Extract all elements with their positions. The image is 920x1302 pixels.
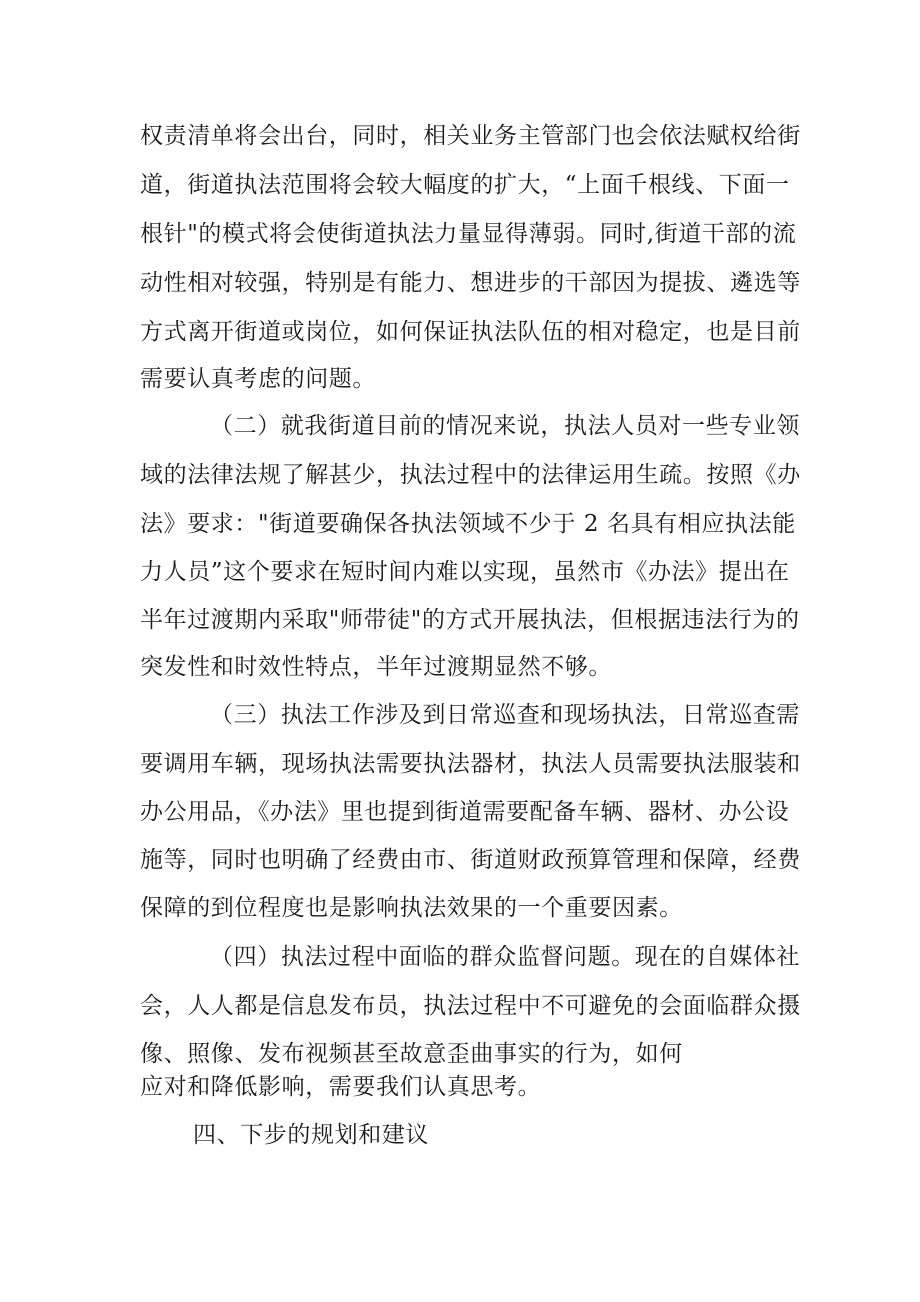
- paragraph-1-line-1: 权责清单将会出台，同时，相关业务主管部门也会依法赋权给街: [140, 123, 801, 149]
- paragraph-4-line-1: （四）执法过程中面临的群众监督问题。现在的自媒体社: [210, 944, 800, 970]
- paragraph-1-line-3: 根针"的模式将会使街道执法力量显得薄弱。同时,街道干部的流: [140, 221, 797, 247]
- paragraph-2-line-3: 法》要求："街道要确保各执法领域不少于 2 名具有相应执法能: [140, 511, 796, 537]
- paragraph-4-line-2: 会，人人都是信息发布员，执法过程中不可避免的会面临群众摄: [140, 993, 801, 1019]
- paragraph-4-line-4: 应对和降低影响，需要我们认真思考。: [140, 1074, 542, 1100]
- paragraph-2-line-2: 域的法律法规了解甚少，执法过程中的法律运用生疏。按照《办: [140, 462, 801, 488]
- paragraph-1-line-6: 需要认真考虑的问题。: [140, 366, 376, 392]
- paragraph-3-line-4: 施等，同时也明确了经费由市、街道财政预算管理和保障，经费: [140, 847, 801, 873]
- section-heading: 四、下步的规划和建议: [193, 1122, 429, 1148]
- paragraph-2-line-5: 半年过渡期内采取"师带徒"的方式开展执法，但根据违法行为的: [140, 607, 800, 633]
- paragraph-2-line-4: 力人员”这个要求在短时间内难以实现，虽然市《办法》提出在: [140, 559, 790, 585]
- paragraph-3-line-3: 办公用品，《办法》里也提到街道需要配备车辆、器材、办公设: [140, 799, 790, 825]
- paragraph-3-line-5: 保障的到位程度也是影响执法效果的一个重要因素。: [140, 895, 683, 921]
- paragraph-3-line-2: 要调用车辆，现场执法需要执法器材，执法人员需要执法服装和: [140, 751, 801, 777]
- paragraph-1-line-5: 方式离开街道或岗位，如何保证执法队伍的相对稳定，也是目前: [140, 319, 801, 345]
- paragraph-2-line-6: 突发性和时效性特点，半年过渡期显然不够。: [140, 654, 612, 680]
- paragraph-1-line-4: 动性相对较强，特别是有能力、想进步的干部因为提拔、遴选等: [140, 270, 801, 296]
- paragraph-3-line-1: （三）执法工作涉及到日常巡查和现场执法，日常巡查需: [210, 702, 800, 728]
- paragraph-4-line-3: 像、照像、发布视频甚至故意歪曲事实的行为，如何: [140, 1041, 683, 1067]
- paragraph-2-line-1: （二）就我街道目前的情况来说，执法人员对一些专业领: [210, 413, 800, 439]
- paragraph-1-line-2: 道，街道执法范围将会较大幅度的扩大，“上面千根线、下面一: [140, 172, 790, 198]
